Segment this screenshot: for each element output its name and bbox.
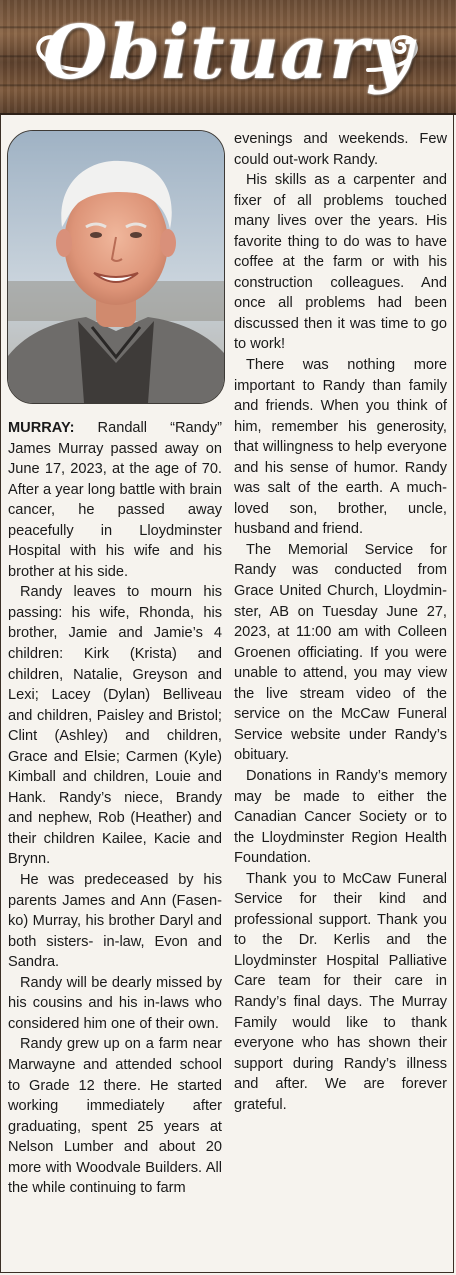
text-column-right: [234, 129, 447, 1115]
paragraph-predeceased: He was predeceased by his parents James and Ann (Fasenko) Murray, his brother Daryl and both sisters- in-law, Evon and Sandra.: [8, 872, 222, 971]
paragraph-family: There was nothing more important to Randy than family and friends. When you think of him, remember his generosity, that willingness to help everyone and his sense of humor. Randy was salt of the earth. A much-loved son, brother, uncle, husband and friend.: [234, 357, 447, 538]
deceased-surname: MURRAY:: [8, 420, 75, 436]
paragraph-continued: evenings and weekends. Few could out-work Randy.: [234, 131, 447, 168]
paragraph-memorial-service: The Memorial Service for Randy was conducted from Grace United Church, Lloydminster, AB on Tuesday June 27, 2023, at 11:00 am with Colleen Groenen officiating. If you were unable to attend, you may view the live stream video of the service on the McCaw Funeral Service website under Randy’s obituary.: [234, 541, 447, 764]
paragraph-skills: His skills as a carpenter and fixer of all problems touched many lives over the years. His favorite thing to do was to have coffee at the farm or with his construction colleagues. And once all problems had been discussed then it was time to go to work!: [234, 172, 447, 353]
page-title: Obituary: [42, 10, 414, 96]
paragraph-missed: Randy will be dearly missed by his cousins and his in-laws who considered him one of their own.: [8, 974, 222, 1032]
paragraph-intro: [8, 418, 222, 582]
paragraph-donations: Donations in Randy’s memory may be made to either the Canadian Cancer Society or to the Lloydminster Region Health Foundation.: [234, 767, 447, 867]
portrait-icon: [8, 131, 224, 403]
paragraph-thanks: Thank you to McCaw Funeral Service for their kind and professional support. Thank you to the Dr. Kerlis and the Lloydminster Hospital Palliative Care team for their care in Randy’s final days. The Murray Family would like to thank everyone who has shown their support during Randy’s illness and after. We are forever grateful.: [234, 870, 447, 1113]
portrait-photo: [7, 130, 225, 404]
paragraph-text: Randall “Randy” James Murray passed away on June 17, 2023, at the age of 70. After a year long battle with brain cancer, he passed away peacefully in Lloydminster Hospital with his wife and his brother at his side.: [8, 420, 222, 580]
paragraph-early-life: Randy grew up on a farm near Marwayne and attended school to Grade 12 there. He started working immediately after graduating, spent 25 years at Nelson Lumber and about 20 more with Woodvale Builders. All the while continuing to farm: [8, 1036, 222, 1197]
header-banner: [0, 0, 456, 115]
text-column-left: [8, 418, 222, 1199]
paragraph-survivors: Randy leaves to mourn his passing: his wife, Rhonda, his brother, Jamie and Jamie’s 4 children: Kirk (Krista) and children, Natalie, Greyson and Lexi; Lacey (Dylan) Belliveau and children, Paisley and Bristol; Clint (Ashley) and children, Grace and Elsie; Carmen (Kyle) Kimball and children, Louie and Hank. Randy’s niece, Brandy and nephew, Rob (Heather) and their children Kailee, Kacie and Brynn.: [8, 584, 222, 868]
